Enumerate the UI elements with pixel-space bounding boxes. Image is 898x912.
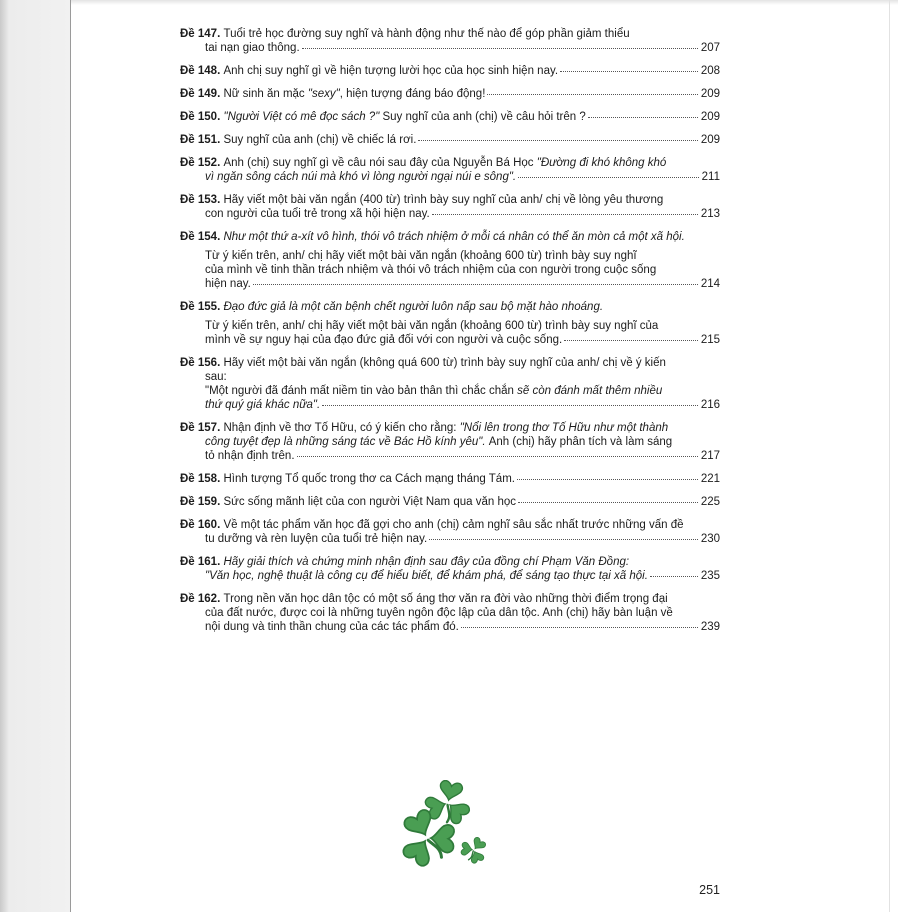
- toc-line: [180, 370, 720, 384]
- entry-number: Đề 161.: [180, 556, 224, 568]
- toc-line: [180, 333, 720, 347]
- toc-line: [180, 620, 720, 634]
- entry-number: Đề 155.: [180, 301, 224, 313]
- dot-leader: [461, 627, 698, 628]
- toc-line-text: mình về sự nguy hại của đạo đức giả đối với con người và cuộc sống.: [205, 334, 563, 346]
- toc-entry: [180, 27, 720, 55]
- toc-line-text: Đề 157. Nhận định về thơ Tố Hữu, có ý kiến cho rằng: "Nổi lên trong thơ Tố Hữu như một thành: [180, 422, 669, 434]
- dot-leader: [297, 456, 698, 457]
- table-of-contents: [180, 27, 720, 643]
- toc-entry: [180, 472, 720, 486]
- entry-number: Đề 150.: [180, 111, 224, 123]
- toc-line: [180, 133, 720, 147]
- entry-number: Đề 156.: [180, 357, 224, 369]
- toc-line-text: Từ ý kiến trên, anh/ chị hãy viết một bài văn ngắn (khoảng 600 từ) trình bày suy nghĩ: [205, 250, 637, 262]
- toc-entry: [180, 421, 720, 463]
- dot-leader: [487, 94, 697, 95]
- dot-leader: [517, 479, 698, 480]
- toc-entry: [180, 356, 720, 412]
- toc-line: [180, 398, 720, 412]
- toc-line: [180, 87, 720, 101]
- toc-line: [180, 319, 720, 333]
- entry-number: Đề 158.: [180, 473, 224, 485]
- toc-line-text: Từ ý kiến trên, anh/ chị hãy viết một bài văn ngắn (khoảng 600 từ) trình bày suy nghĩ của: [205, 320, 659, 332]
- toc-line-text: Đề 148. Anh chị suy nghĩ gì về hiện tượng lười học của học sinh hiện nay.: [180, 65, 559, 77]
- toc-line: [180, 156, 720, 170]
- toc-line-text: Đề 152. Anh (chị) suy nghĩ gì về câu nói sau đây của Nguyễn Bá Học "Đường đi khó không khó: [180, 157, 667, 169]
- toc-line-text: vì ngăn sông cách núi mà khó vì lòng người ngại núi e sông".: [205, 171, 517, 183]
- toc-line-text: "Văn học, nghệ thuật là công cụ để hiểu biết, để khám phá, để sáng tạo thực tại xã hội.: [205, 570, 648, 582]
- page-number: 251: [699, 883, 720, 897]
- dot-leader: [650, 576, 698, 577]
- entry-number: Đề 160.: [180, 519, 224, 531]
- toc-line: [180, 495, 720, 509]
- entry-page-number: 209: [700, 111, 720, 123]
- dot-leader: [560, 71, 698, 72]
- dot-leader: [302, 48, 698, 49]
- toc-line-text: tai nạn giao thông.: [205, 42, 300, 54]
- toc-line: [180, 421, 720, 435]
- toc-line-text: công tuyệt đẹp là những sáng tác về Bác Hồ kính yêu". Anh (chị) hãy phân tích và làm sáng: [205, 436, 673, 448]
- entry-number: Đề 147.: [180, 28, 224, 40]
- dot-leader: [588, 117, 698, 118]
- toc-line-text: của mình về tinh thần trách nhiệm và thói vô trách nhiệm của con người trong cuộc sống: [205, 264, 657, 276]
- toc-line: [180, 27, 720, 41]
- toc-line-text: Đề 160. Về một tác phẩm văn học đã gợi cho anh (chị) cảm nghĩ sâu sắc nhất trước những vấn đề: [180, 519, 684, 531]
- toc-line-text: Đề 154. Như một thứ a-xít vô hình, thói vô trách nhiệm ở mỗi cá nhân có thể ăn mòn cả một xã hội.: [180, 231, 685, 243]
- entry-page-number: 216: [700, 399, 720, 411]
- dot-leader: [564, 340, 698, 341]
- entry-page-number: 239: [700, 621, 720, 633]
- toc-entry: [180, 87, 720, 101]
- entry-number: Đề 148.: [180, 65, 224, 77]
- toc-line: [180, 207, 720, 221]
- toc-line-text: Đề 161. Hãy giải thích và chứng minh nhận định sau đây của đồng chí Phạm Văn Đồng:: [180, 556, 630, 568]
- toc-line-text: của đất nước, được coi là những tuyên ngôn độc lập của dân tộc. Anh (chị) hãy bàn luận về: [205, 607, 673, 619]
- entry-page-number: 207: [700, 42, 720, 54]
- toc-entry: [180, 193, 720, 221]
- toc-line-text: Đề 151. Suy nghĩ của anh (chị) về chiếc lá rơi.: [180, 134, 417, 146]
- toc-line: [180, 64, 720, 78]
- toc-line: [180, 277, 720, 291]
- toc-line-text: tỏ nhận định trên.: [205, 450, 295, 462]
- toc-line-text: "Một người đã đánh mất niềm tin vào bản thân thì chắc chắn sẽ còn đánh mất thêm nhiều: [205, 385, 663, 397]
- toc-entry: [180, 518, 720, 546]
- dot-leader: [432, 214, 698, 215]
- entry-page-number: 213: [700, 208, 720, 220]
- entry-page-number: 215: [700, 334, 720, 346]
- toc-line: [180, 356, 720, 370]
- entry-number: Đề 154.: [180, 231, 224, 243]
- entry-page-number: 225: [700, 496, 720, 508]
- toc-line-text: Đề 158. Hình tượng Tổ quốc trong thơ ca Cách mạng tháng Tám.: [180, 473, 515, 485]
- toc-line: [180, 193, 720, 207]
- dot-leader: [253, 284, 698, 285]
- scan-top-edge: [0, 0, 898, 5]
- entry-number: Đề 162.: [180, 593, 224, 605]
- toc-line: [180, 518, 720, 532]
- entry-number: Đề 159.: [180, 496, 224, 508]
- toc-line-text: hiện nay.: [205, 278, 251, 290]
- toc-line-text: Đề 162. Trong nền văn học dân tộc có một số áng thơ văn ra đời vào những thời điểm trọng đại: [180, 593, 668, 605]
- dot-leader: [429, 539, 698, 540]
- toc-line-text: nội dung và tinh thần chung của các tác phẩm đó.: [205, 621, 459, 633]
- clover-illustration: [396, 780, 506, 880]
- toc-line: [180, 249, 720, 263]
- toc-line: [180, 592, 720, 606]
- dot-leader: [518, 502, 698, 503]
- toc-line-text: sau:: [205, 371, 227, 383]
- toc-entry: [180, 495, 720, 509]
- toc-line: [180, 263, 720, 277]
- toc-line: [180, 384, 720, 398]
- entry-page-number: 235: [700, 570, 720, 582]
- entry-page-number: 217: [700, 450, 720, 462]
- page-left-margin: [0, 0, 71, 912]
- toc-entry: [180, 555, 720, 583]
- entry-number: Đề 153.: [180, 194, 224, 206]
- toc-entry: [180, 64, 720, 78]
- toc-entry: [180, 300, 720, 347]
- toc-line: [180, 300, 720, 314]
- dot-leader: [322, 405, 698, 406]
- entry-page-number: 221: [700, 473, 720, 485]
- toc-line: [180, 569, 720, 583]
- entry-page-number: 214: [700, 278, 720, 290]
- entry-page-number: 230: [700, 533, 720, 545]
- dot-leader: [418, 140, 697, 141]
- page-right-edge: [889, 0, 890, 912]
- toc-line: [180, 532, 720, 546]
- toc-entry: [180, 592, 720, 634]
- toc-line: [180, 41, 720, 55]
- toc-line-text: Đề 149. Nữ sinh ăn mặc "sexy", hiện tượng đáng báo động!: [180, 88, 486, 100]
- toc-line: [180, 555, 720, 569]
- toc-line: [180, 472, 720, 486]
- dot-leader: [518, 177, 699, 178]
- toc-entry: [180, 110, 720, 124]
- entry-page-number: 208: [700, 65, 720, 77]
- toc-line: [180, 435, 720, 449]
- toc-line-text: Đề 147. Tuổi trẻ học đường suy nghĩ và hành động như thế nào để góp phần giảm thiểu: [180, 28, 630, 40]
- toc-line-text: Đề 156. Hãy viết một bài văn ngắn (không quá 600 từ) trình bày suy nghĩ của anh/ chị về ý kiến: [180, 357, 666, 369]
- toc-line: [180, 449, 720, 463]
- toc-line-text: con người của tuổi trẻ trong xã hội hiện nay.: [205, 208, 430, 220]
- entry-number: Đề 151.: [180, 134, 224, 146]
- entry-number: Đề 157.: [180, 422, 224, 434]
- clover-icon: [396, 780, 506, 880]
- toc-entry: [180, 133, 720, 147]
- toc-line-text: Đề 153. Hãy viết một bài văn ngắn (400 từ) trình bày suy nghĩ của anh/ chị về lòng yêu thương: [180, 194, 664, 206]
- toc-line-text: tu dưỡng và rèn luyện của tuổi trẻ hiện nay.: [205, 533, 428, 545]
- toc-line-text: Đề 159. Sức sống mãnh liệt của con người Việt Nam qua văn học: [180, 496, 516, 508]
- entry-number: Đề 149.: [180, 88, 224, 100]
- toc-line: [180, 606, 720, 620]
- toc-line-text: Đề 155. Đạo đức giả là một căn bệnh chết người luôn nấp sau bộ mặt hào nhoáng.: [180, 301, 604, 313]
- entry-page-number: 209: [700, 88, 720, 100]
- entry-page-number: 209: [700, 134, 720, 146]
- toc-line: [180, 170, 720, 184]
- toc-line: [180, 110, 720, 124]
- entry-number: Đề 152.: [180, 157, 224, 169]
- toc-entry: [180, 156, 720, 184]
- toc-line-text: Đề 150. "Người Việt có mê đọc sách ?" Suy nghĩ của anh (chị) về câu hỏi trên ?: [180, 111, 586, 123]
- toc-line-text: thứ quý giá khác nữa".: [205, 399, 321, 411]
- toc-entry: [180, 230, 720, 291]
- entry-page-number: 211: [701, 171, 720, 183]
- toc-line: [180, 230, 720, 244]
